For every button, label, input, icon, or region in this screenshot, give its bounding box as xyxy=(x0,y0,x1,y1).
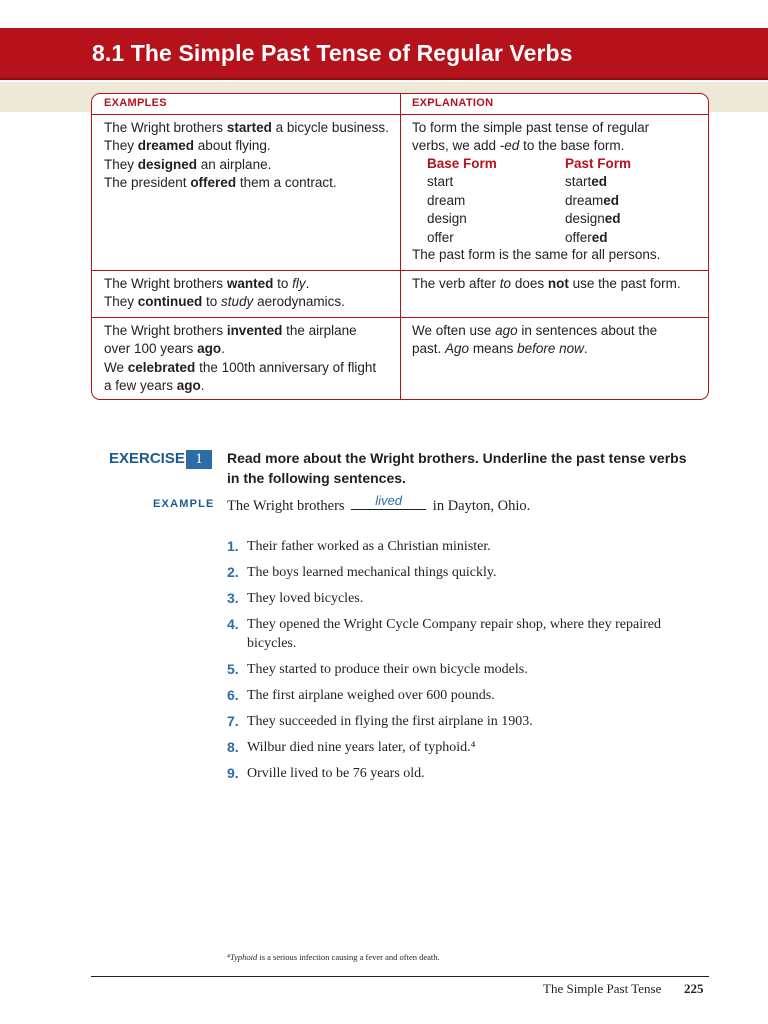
example-line: They continued to study aerodynamics. xyxy=(104,294,345,310)
past-form: started xyxy=(565,174,608,190)
past-verb: started xyxy=(226,120,272,135)
footnote: ⁴Typhoid is a serious infection causing a fever and often death. xyxy=(227,952,440,962)
exercise-instructions: Read more about the Wright brothers. Underline the past tense verbs in the following sentences. xyxy=(227,450,687,486)
explanation-line: verbs, we add -ed to the base form. xyxy=(412,138,625,154)
row2-examples xyxy=(104,275,394,312)
base-form: start xyxy=(427,174,454,190)
verb-forms-header xyxy=(411,155,691,173)
list-item: 2. The boys learned mechanical things quickly. xyxy=(227,564,497,580)
list-item: 6. The first airplane weighed over 600 pounds. xyxy=(227,687,495,703)
past-form-heading: Past Form xyxy=(565,156,632,171)
row2-explanation: The verb after to does not use the past form. xyxy=(412,276,681,291)
list-item: 3. They loved bicycles. xyxy=(227,590,364,606)
example-line: The Wright brothers started a bicycle business. xyxy=(104,120,389,135)
example-line: a few years ago. xyxy=(104,378,205,394)
verb-form-row xyxy=(411,192,691,210)
row-divider xyxy=(92,317,708,318)
row1-explanation xyxy=(412,119,702,156)
example-line: over 100 years ago. xyxy=(104,341,225,357)
list-item: 4. They opened the Wright Cycle Company repair shop, where they repaired bicycles. xyxy=(227,616,661,651)
explanation-column-header: EXPLANATION xyxy=(412,97,494,109)
list-item: 8. Wilbur died nine years later, of typhoid.⁴ xyxy=(227,739,476,755)
verb-forms-list xyxy=(411,155,691,247)
list-item: 5. They started to produce their own bicycle models. xyxy=(227,661,528,677)
example-line: They designed an airplane. xyxy=(104,156,272,172)
footer-divider xyxy=(91,976,709,977)
page-top-margin xyxy=(0,0,768,28)
answer-blank xyxy=(351,495,426,510)
example-line: The president offered them a contract. xyxy=(104,175,337,191)
example-line: The Wright brothers invented the airplane xyxy=(104,323,357,338)
exercise-number-badge: 1 xyxy=(186,450,212,469)
row-divider xyxy=(92,270,708,271)
base-form: dream xyxy=(427,192,466,208)
grammar-table xyxy=(91,93,709,400)
row1-explanation-note: The past form is the same for all persons. xyxy=(412,247,661,262)
example-line: We celebrated the 100th anniversary of flight xyxy=(104,359,377,375)
past-verb: designed xyxy=(137,156,198,172)
explanation-line: To form the simple past tense of regular xyxy=(412,120,650,135)
section-title: 8.1 The Simple Past Tense of Regular Verbs xyxy=(92,40,573,66)
past-form: dreamed xyxy=(565,192,620,208)
verb-form-row xyxy=(411,210,691,228)
base-form: offer xyxy=(427,229,454,245)
header-row-divider xyxy=(92,114,708,115)
examples-column-header: EXAMPLES xyxy=(104,97,167,109)
column-divider xyxy=(400,94,401,399)
example-line: They dreamed about flying. xyxy=(104,138,271,154)
example-line: The Wright brothers wanted to fly. xyxy=(104,276,310,291)
example-label: EXAMPLE xyxy=(153,498,215,510)
verb-form-row xyxy=(411,173,691,191)
base-form: design xyxy=(427,211,467,227)
past-verb: dreamed xyxy=(137,138,195,154)
row3-explanation: We often use ago in sentences about the past. Ago means before now. xyxy=(412,323,658,357)
row3-examples xyxy=(104,322,398,396)
example-answer: lived xyxy=(375,493,403,508)
list-item: 9. Orville lived to be 76 years old. xyxy=(227,765,425,781)
past-form: designed xyxy=(565,211,621,227)
exercise-label: EXERCISE xyxy=(109,450,185,467)
running-footer-title: The Simple Past Tense xyxy=(543,981,662,996)
past-form: offered xyxy=(565,229,608,245)
past-verb: offered xyxy=(190,175,237,191)
row1-examples xyxy=(104,119,394,193)
verb-form-row xyxy=(411,229,691,247)
list-item: 1. Their father worked as a Christian minister. xyxy=(227,538,491,554)
example-sentence: The Wright brothers lived in Dayton, Ohio. xyxy=(227,493,531,514)
page-number: 225 xyxy=(684,981,704,996)
base-form-heading: Base Form xyxy=(427,156,497,171)
list-item: 7. They succeeded in flying the first airplane in 1903. xyxy=(227,713,533,729)
